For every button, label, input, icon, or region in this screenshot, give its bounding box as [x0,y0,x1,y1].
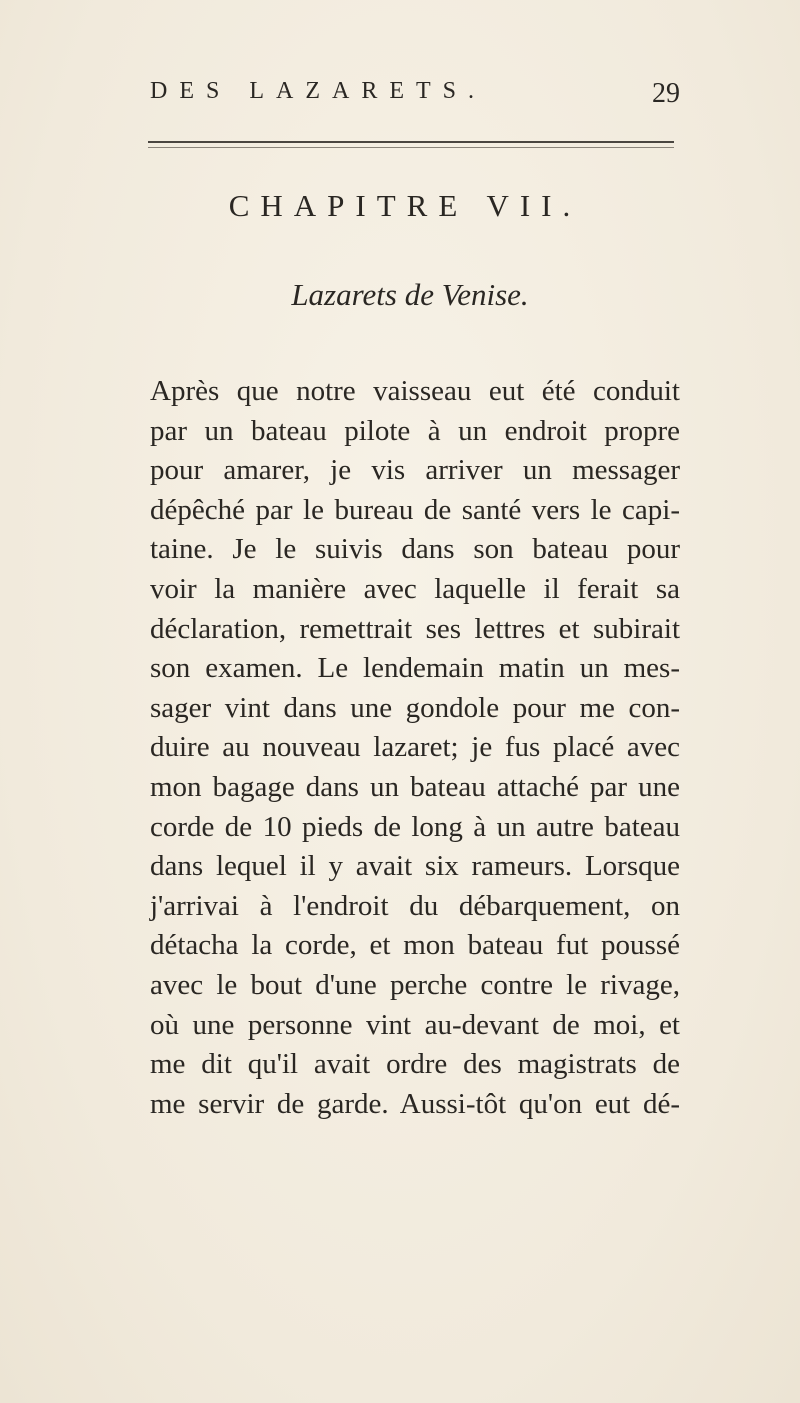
text-line: j'arrivai à l'endroit du débarquement, on [150,889,680,922]
text-line: taine. Je le suivis dans son bateau pour [150,533,680,566]
text-line: me dit qu'il avait ordre des magistrats de [150,1048,680,1081]
text-line: détacha la corde, et mon bateau fut poussé [150,929,680,962]
chapter-title: CHAPITRE VII. [228,188,582,223]
text-line: par un bateau pilote à un endroit propre [150,414,680,447]
text-line: corde de 10 pieds de long à un autre bateau [150,810,680,843]
text-line: sager vint dans une gondole pour me con- [150,691,680,724]
header-rule-thin [148,147,674,148]
text-line: déclaration, remettrait ses lettres et subirait [150,612,680,645]
text-line: Après que notre vaisseau eut été conduit [150,375,680,407]
text-line: dépêché par le bureau de santé vers le capi- [150,493,680,526]
text-line: avec le bout d'une perche contre le rivage, [150,968,680,1001]
text-line: me servir de garde. Aussi-tôt qu'on eut dé- [150,1087,680,1120]
text-line: mon bagage dans un bateau attaché par une [150,770,680,803]
page-number: 29 [652,78,680,109]
section-title: Lazarets de Venise. [291,277,529,312]
header-rule [148,141,674,143]
text-line: où une personne vint au-devant de moi, et [150,1008,680,1041]
running-title: DES LAZARETS. [150,78,486,104]
body-text [150,372,680,1124]
text-line: son examen. Le lendemain matin un mes- [150,652,680,685]
text-line: dans lequel il y avait six rameurs. Lorsque [150,850,680,883]
running-head [150,78,680,118]
text-line: voir la manière avec laquelle il ferait sa [150,572,680,605]
text-line: duire au nouveau lazaret; je fus placé avec [150,731,680,764]
text-line: pour amarer, je vis arriver un messager [150,454,680,487]
